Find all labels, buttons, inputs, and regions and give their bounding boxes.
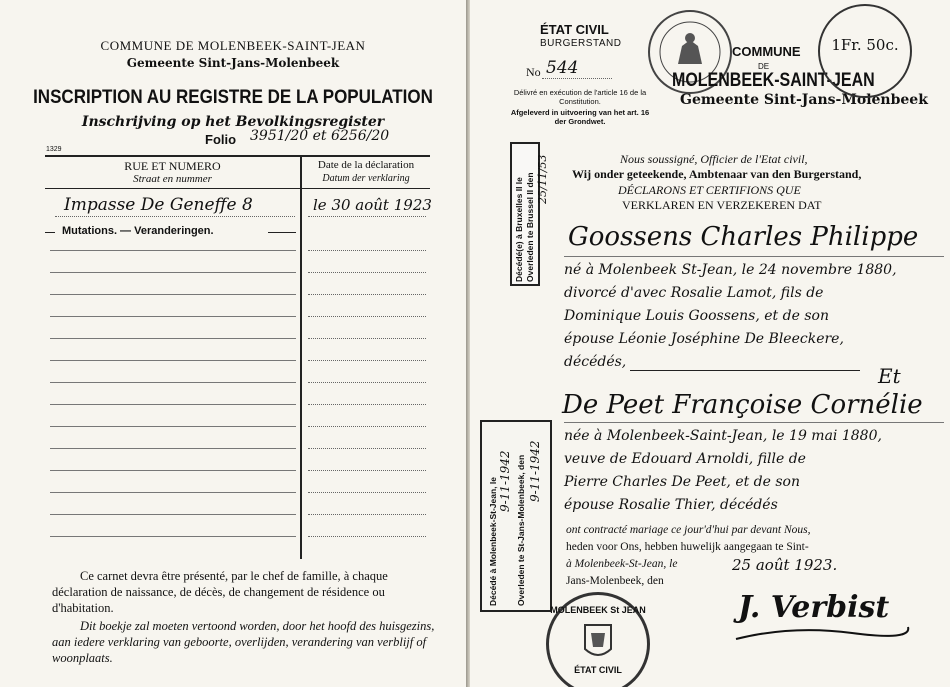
mutations-rule-right bbox=[268, 232, 296, 233]
left-page bbox=[0, 0, 467, 687]
commune-label: COMMUNE bbox=[732, 44, 801, 59]
groom-name-line bbox=[564, 256, 944, 257]
signature-flourish-icon bbox=[732, 615, 912, 645]
commune-heading-fr: COMMUNE DE MOLENBEEK-SAINT-JEAN bbox=[100, 38, 366, 53]
wedding-date: 25 août 1923. bbox=[732, 556, 838, 574]
deceased-stamp-molenbeek bbox=[480, 420, 552, 612]
registry-title-fr: INSCRIPTION AU REGISTRE DE LA POPULATION bbox=[33, 85, 433, 108]
ruled-line bbox=[50, 382, 296, 383]
dotted-line bbox=[308, 316, 426, 317]
de-label: DE bbox=[758, 62, 770, 71]
registry-title-nl: Inschrijving op het Bevolkingsregister bbox=[81, 114, 385, 130]
dotted-line bbox=[308, 338, 426, 339]
gemeente-name: Gemeente Sint-Jans-Molenbeek bbox=[680, 92, 928, 108]
ruled-line bbox=[50, 338, 296, 339]
street-line bbox=[55, 216, 295, 217]
col-street-nl: Straat en nummer bbox=[133, 173, 212, 185]
delivered-nl: Afgeleverd in uitvoering van het art. 16 der Grondwet. bbox=[510, 108, 650, 126]
bride-name-line bbox=[564, 422, 944, 423]
place-nl: Jans-Molenbeek, den bbox=[566, 575, 664, 587]
groom-name: Goossens Charles Philippe bbox=[568, 222, 919, 252]
etat-civil-heading: ÉTAT CIVIL bbox=[540, 22, 609, 37]
seal-top-text: MOLENBEEK St JEAN bbox=[550, 605, 646, 615]
delivered-fr: Délivré en exécution de l'article 16 de la Constitution. bbox=[513, 88, 647, 106]
col-date-fr: Date de la déclaration bbox=[317, 159, 415, 171]
mutations-label: Mutations. — Veranderingen. bbox=[58, 225, 218, 237]
bride-line: épouse Rosalie Thier, décédés bbox=[564, 497, 778, 513]
ruled-line bbox=[50, 514, 296, 515]
declare-fr: DÉCLARONS ET CERTIFIONS QUE bbox=[618, 183, 801, 197]
date-line bbox=[308, 216, 426, 217]
dotted-line bbox=[308, 382, 426, 383]
dotted-line bbox=[308, 448, 426, 449]
mutations-rule-left bbox=[45, 232, 55, 233]
deceased-stamp-brussels bbox=[510, 142, 549, 286]
deceased-stamp-molenbeek-date1: 9-11-1942 bbox=[498, 450, 512, 512]
dotted-line bbox=[308, 492, 426, 493]
notice-fr: Ce carnet devra être présenté, par le chef de famille, à chaque déclaration de naissance, de décès, de changement de résidence ou d'habitation. bbox=[52, 569, 388, 615]
ruled-line bbox=[50, 536, 296, 537]
dotted-line bbox=[308, 514, 426, 515]
ruled-line bbox=[50, 404, 296, 405]
dotted-line bbox=[308, 470, 426, 471]
right-page bbox=[470, 0, 950, 687]
groom-line: décédés, bbox=[564, 354, 627, 370]
notice-nl: Dit boekje zal moeten vertoond worden, door het hoofd des huisgezins, aan iedere verklaring van geboorte, overlijden, verandering van verblijf of woonplaats. bbox=[52, 619, 435, 665]
groom-line: épouse Léonie Joséphine De Bleeckere, bbox=[564, 331, 844, 347]
declaration-date: le 30 août 1923 bbox=[313, 196, 432, 214]
ruled-line bbox=[50, 492, 296, 493]
intro-fr: Nous soussigné, Officier de l'Etat civil, bbox=[620, 152, 808, 166]
col-date-nl: Datum der verklaring bbox=[322, 173, 410, 184]
groom-line: né à Molenbeek St-Jean, le 24 novembre 1880, bbox=[564, 262, 897, 278]
fiscal-stamp-value: 1Fr. 50c. bbox=[831, 36, 899, 54]
dotted-line bbox=[308, 294, 426, 295]
table-top-rule bbox=[45, 155, 430, 157]
dotted-line bbox=[308, 250, 426, 251]
dotted-line bbox=[308, 272, 426, 273]
folio-label: Folio bbox=[205, 132, 237, 147]
number-line bbox=[542, 78, 612, 79]
ruled-line bbox=[50, 470, 296, 471]
bride-line: Pierre Charles De Peet, et de son bbox=[564, 474, 801, 490]
and-word: Et bbox=[878, 364, 901, 388]
table-column-divider bbox=[300, 155, 302, 559]
col-street-fr: RUE ET NUMERO bbox=[124, 159, 221, 173]
deceased-stamp-molenbeek-line2: Overleden te St-Jans-Molenbeek, den bbox=[516, 454, 526, 606]
ruled-line bbox=[50, 360, 296, 361]
ruled-line bbox=[50, 426, 296, 427]
number-label: No bbox=[526, 65, 541, 79]
bride-line: née à Molenbeek-Saint-Jean, le 19 mai 1880, bbox=[564, 428, 882, 444]
fiscal-stamp bbox=[818, 4, 912, 98]
commune-name: MOLENBEEK-SAINT-JEAN bbox=[672, 70, 875, 91]
deceased-stamp-molenbeek-line1: Décédé à Molenbeek-St-Jean, le bbox=[488, 477, 498, 606]
commune-heading-nl: Gemeente Sint-Jans-Molenbeek bbox=[126, 56, 340, 70]
groom-line: Dominique Louis Goossens, et de son bbox=[564, 308, 829, 324]
declare-nl: VERKLAREN EN VERZEKEREN DAT bbox=[622, 198, 822, 212]
ruled-line bbox=[50, 272, 296, 273]
bride-line: veuve de Edouard Arnoldi, fille de bbox=[564, 451, 806, 467]
deceased-stamp-brussels-line2: Overleden te Brussel II den bbox=[525, 172, 535, 282]
ruled-line bbox=[50, 316, 296, 317]
dotted-line bbox=[308, 404, 426, 405]
deceased-stamp-molenbeek-date2: 9-11-1942 bbox=[528, 440, 542, 502]
intro-nl: Wij onder geteekende, Ambtenaar van den Burgerstand, bbox=[572, 167, 862, 181]
print-code: 1329 bbox=[46, 146, 62, 153]
folio-value: 3951/20 et 6256/20 bbox=[250, 128, 390, 144]
burgerstand-heading: BURGERSTAND bbox=[540, 38, 622, 49]
bride-name: De Peet Françoise Cornélie bbox=[562, 390, 923, 420]
civil-registry-seal bbox=[546, 592, 650, 687]
groom-end-line bbox=[630, 370, 860, 371]
dotted-line bbox=[308, 360, 426, 361]
seal-bottom-text: ÉTAT CIVIL bbox=[574, 665, 622, 675]
place-fr: à Molenbeek-St-Jean, le bbox=[566, 558, 678, 570]
officer-signature: J. Verbist bbox=[738, 590, 890, 625]
deceased-stamp-brussels-date: 25/11/53 bbox=[536, 154, 549, 204]
dotted-line bbox=[308, 536, 426, 537]
table-header-rule bbox=[45, 188, 430, 189]
ruled-line bbox=[50, 294, 296, 295]
number-value: 544 bbox=[546, 58, 579, 78]
street-value: Impasse De Geneffe 8 bbox=[64, 195, 253, 215]
ruled-line bbox=[50, 250, 296, 251]
contracted-fr: ont contracté mariage ce jour'd'hui par devant Nous, bbox=[566, 524, 811, 536]
deceased-stamp-brussels-line1: Décédé(e) à Bruxelles II le bbox=[514, 177, 524, 282]
ruled-line bbox=[50, 448, 296, 449]
dotted-line bbox=[308, 426, 426, 427]
contracted-nl: heden voor Ons, hebben huwelijk aangegaan te Sint- bbox=[566, 541, 809, 553]
groom-line: divorcé d'avec Rosalie Lamot, fils de bbox=[564, 285, 824, 301]
